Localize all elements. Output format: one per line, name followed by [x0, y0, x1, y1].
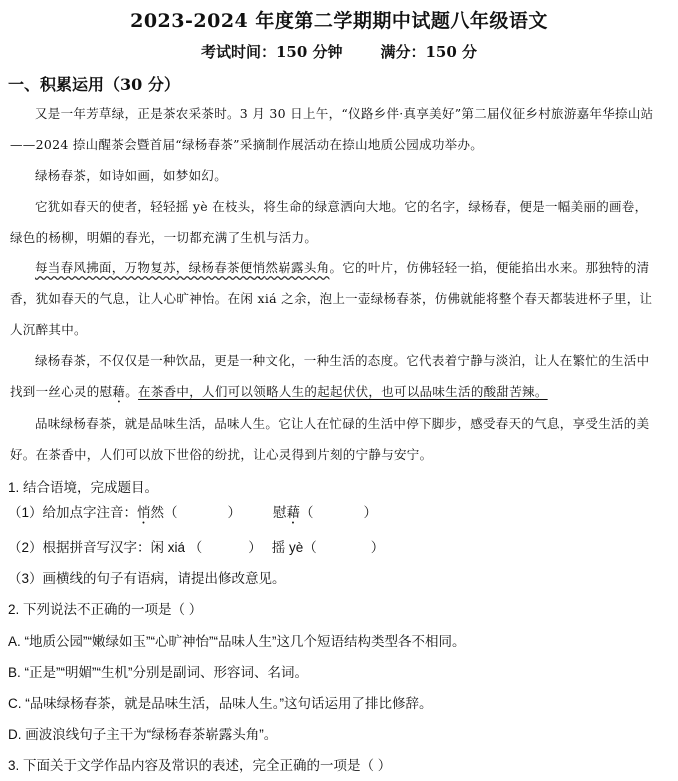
question-1-2: （2）根据拼音写汉字：闲 xiá （ ） 摇 yè（ ） [8, 540, 385, 555]
dotted-char: 悄 [252, 260, 266, 275]
exam-time: 考试时间：150 分钟 [200, 43, 343, 61]
option-b: B. “正是”“明媚”“生机”分别是副词、形容词、名词。 [8, 665, 308, 680]
option-a: A. “地质公园”“嫩绿如玉”“心旷神怡”“品味人生”这几个短语结构类型各不相同。 [8, 634, 466, 649]
question-3: 3. 下面关于文学作品内容及常识的表述，完全正确的一项是（ ） [8, 758, 392, 773]
passage-paragraph-6: 品味绿杨春茶，就是品味生活，品味人生。它让人在忙碌的生活中停下脚步，感受春天的气息，享受生活的美好。在茶香中，人们可以放下世俗的纷扰，让心灵得到片刻的宁静与安宁。 [10, 416, 650, 462]
page-title: 2023-2024 年度第二学期期中试题八年级语文 [130, 10, 548, 32]
question-1: 1. 结合语境，完成题目。 [8, 480, 159, 495]
wavy-underlined-sentence: 每当春风拂面，万物复苏，绿杨春茶便悄然崭露头角 [35, 260, 330, 275]
passage-paragraph-4: 每当春风拂面，万物复苏，绿杨春茶便悄然崭露头角。它的叶片，仿佛轻轻一掐，便能掐出水来。那独特的清香，犹如春天的气息，让人心旷神怡。在闲 xiá 之余，泡上一壶绿杨春茶，仿佛就能将整个春天都装进杯子里，让人沉醉其中。 [10, 260, 653, 337]
passage-paragraph-1: 又是一年芳草绿，正是茶农采茶时。3 月 30 日上午，“仪路乡伴·真享美好”第二届仪征乡村旅游嘉年华捺山站——2024 捺山醒茶会暨首届“绿杨春茶”采摘制作展活动在捺山地质公园成功举办。 [10, 106, 654, 152]
underlined-sentence: 在茶香中，人们可以领略人生的起起伏伏，也可以品味生活的酸甜苦辣。 [138, 384, 548, 399]
exam-info [0, 41, 678, 62]
passage-paragraph-5: 绿杨春茶，不仅仅是一种饮品，更是一种文化，一种生活的态度。它代表着宁静与淡泊，让人在繁忙的生活中找到一丝心灵的慰藉。在茶香中，人们可以领略人生的起起伏伏，也可以品味生活的酸甜苦辣。 [10, 353, 650, 399]
question-1-3: （3）画横线的句子有语病，请提出修改意见。 [8, 571, 286, 586]
option-d: D. 画波浪线句子主干为“绿杨春茶崭露头角”。 [8, 727, 278, 742]
question-2: 2. 下列说法不正确的一项是（ ） [8, 602, 203, 617]
dotted-char: 藉 [112, 384, 126, 399]
section-title: 一、积累运用（30 分） [8, 75, 180, 94]
passage-paragraph-2: 绿杨春茶，如诗如画，如梦如幻。 [35, 168, 228, 183]
question-1-1: （1）给加点字注音：悄然（ ） 慰藉（ ） [8, 505, 378, 520]
exam-score: 满分：150 分 [380, 43, 478, 61]
option-c: C. “品味绿杨春茶，就是品味生活，品味人生。”这句话运用了排比修辞。 [8, 696, 433, 711]
passage-paragraph-3: 它犹如春天的使者，轻轻摇 yè 在枝头，将生命的绿意洒向大地。它的名字，绿杨春，便是一幅美丽的画卷，绿色的杨柳，明媚的春光，一切都充满了生机与活力。 [10, 199, 648, 245]
